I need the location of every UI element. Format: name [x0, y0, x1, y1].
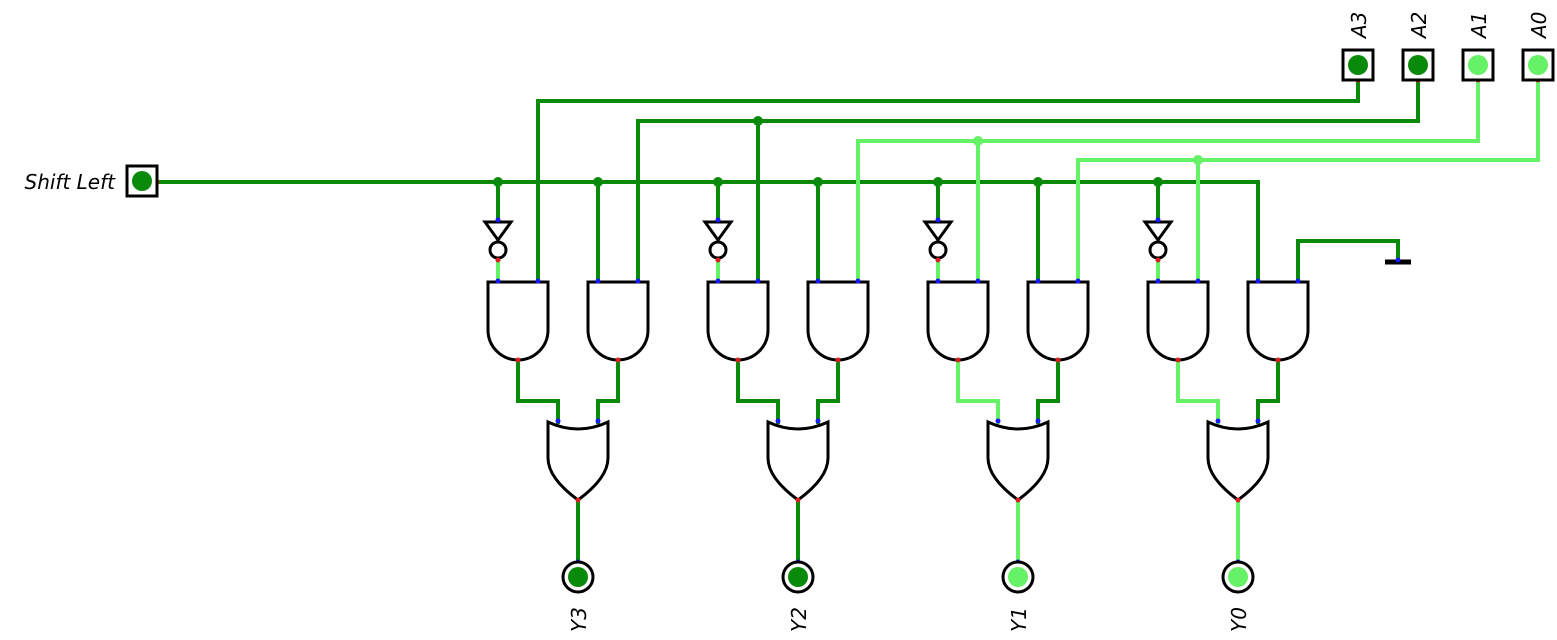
junction-dot — [1153, 177, 1163, 187]
pin-state-indicator — [132, 171, 152, 191]
not-gate[interactable] — [925, 222, 951, 258]
pin-state-indicator — [1008, 567, 1028, 587]
junction-dot — [1033, 177, 1043, 187]
label-shift-left: Shift Left — [24, 170, 115, 194]
input-pin-a2[interactable] — [1403, 50, 1433, 80]
not-gate[interactable] — [485, 222, 511, 258]
wire-and6-or3 — [1038, 360, 1058, 422]
junction-dot — [593, 177, 603, 187]
or-gate[interactable] — [988, 422, 1048, 500]
pin-state-indicator — [1228, 567, 1248, 587]
wire-and5-or3 — [958, 360, 998, 422]
and-gate[interactable] — [1148, 282, 1208, 360]
junction-dot — [1193, 155, 1203, 165]
not-gate[interactable] — [705, 222, 731, 258]
label-y2: Y2 — [787, 607, 811, 632]
junction-dot — [713, 177, 723, 187]
or-gate[interactable] — [548, 422, 608, 500]
wire-and3-or2 — [738, 360, 778, 422]
wire-and1-or1 — [518, 360, 558, 422]
junction-dot — [753, 116, 763, 126]
wire-and2-or1 — [598, 360, 618, 422]
pin-state-indicator — [788, 567, 808, 587]
pin-state-indicator — [1348, 55, 1368, 75]
label-y0: Y0 — [1227, 607, 1251, 632]
input-pin-shift-left[interactable] — [127, 166, 157, 196]
label-y3: Y3 — [567, 607, 591, 632]
pin-state-indicator — [1408, 55, 1428, 75]
input-pin-a1[interactable] — [1463, 50, 1493, 80]
not-gate[interactable] — [1145, 222, 1171, 258]
label-a1: A1 — [1467, 11, 1491, 38]
junction-dot — [493, 177, 503, 187]
and-gate[interactable] — [588, 282, 648, 360]
output-pin-y1 — [1003, 562, 1033, 592]
junction-dot — [813, 177, 823, 187]
and-gate[interactable] — [1248, 282, 1308, 360]
label-y1: Y1 — [1007, 607, 1031, 632]
label-a3: A3 — [1347, 11, 1371, 38]
label-a0: A0 — [1527, 11, 1551, 38]
and-gate[interactable] — [488, 282, 548, 360]
wire-and8-or4 — [1258, 360, 1278, 422]
wire-ground — [1298, 241, 1398, 282]
output-pin-y3 — [563, 562, 593, 592]
input-pin-a3[interactable] — [1343, 50, 1373, 80]
label-a2: A2 — [1407, 11, 1431, 38]
pin-state-indicator — [568, 567, 588, 587]
input-pin-a0[interactable] — [1523, 50, 1553, 80]
and-gate[interactable] — [808, 282, 868, 360]
wire-shift-left-bus — [157, 182, 1258, 282]
wire-and4-or2 — [818, 360, 838, 422]
and-gate[interactable] — [928, 282, 988, 360]
junction-dot — [933, 177, 943, 187]
output-pin-y0 — [1223, 562, 1253, 592]
or-gate[interactable] — [768, 422, 828, 500]
junction-dot — [973, 136, 983, 146]
output-pin-y2 — [783, 562, 813, 592]
pin-state-indicator — [1468, 55, 1488, 75]
junctions — [493, 116, 1203, 187]
wire-and7-or4 — [1178, 360, 1218, 422]
or-gate[interactable] — [1208, 422, 1268, 500]
pin-state-indicator — [1528, 55, 1548, 75]
and-gate[interactable] — [1028, 282, 1088, 360]
and-gate[interactable] — [708, 282, 768, 360]
